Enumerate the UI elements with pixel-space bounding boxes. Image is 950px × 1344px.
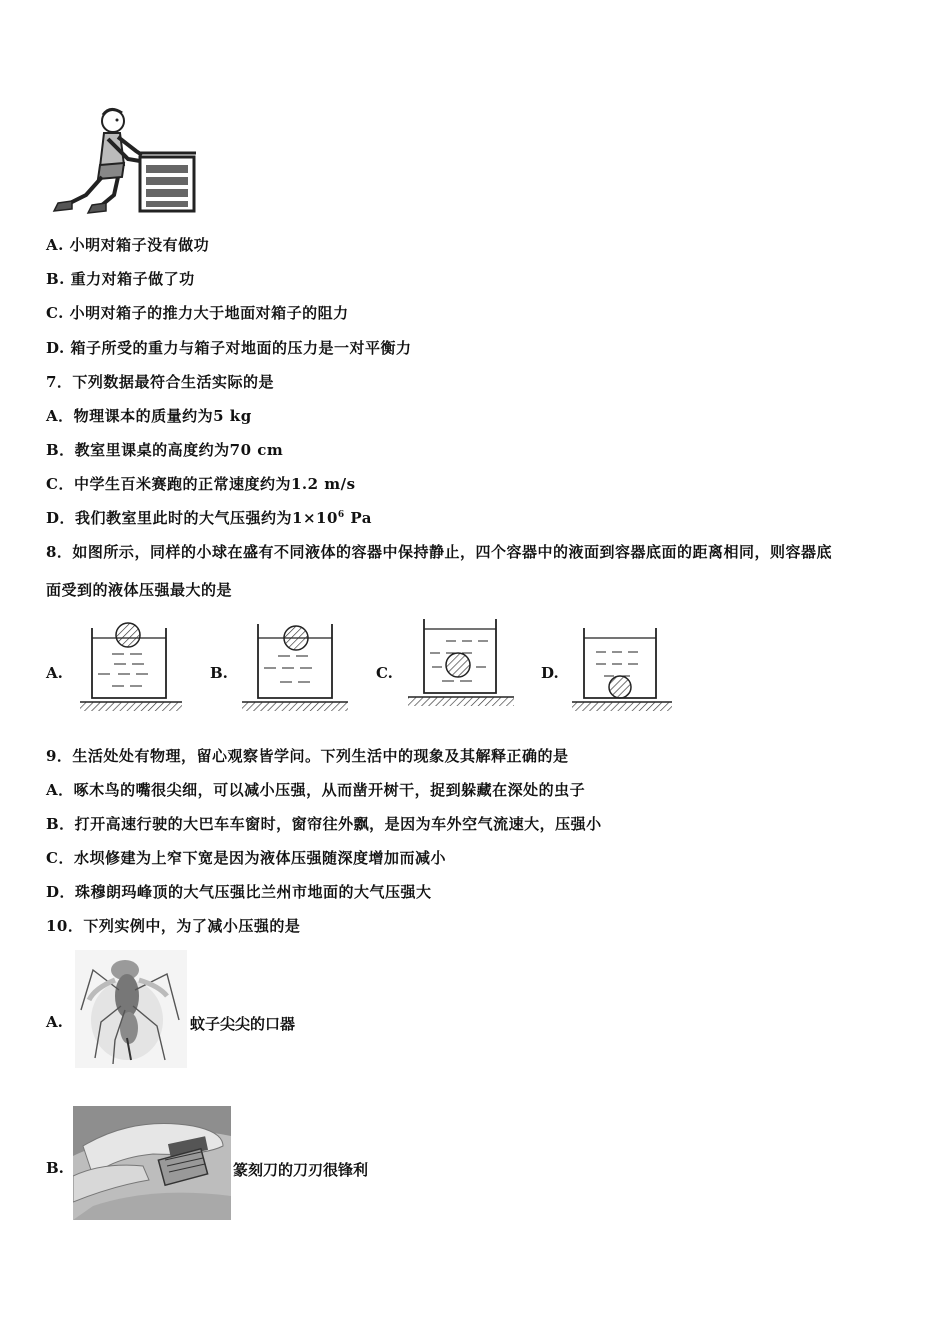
q8-label-d: D. (541, 664, 559, 682)
q9-option-a: A．啄木鸟的嘴很尖细，可以减小压强，从而凿开树干，捉到躲藏在深处的虫子 (46, 781, 586, 799)
q9-stem: 9．生活处处有物理，留心观察皆学问。下列生活中的现象及其解释正确的是 (46, 747, 569, 765)
boy-pushing-box-figure (48, 103, 198, 215)
q8-container-a (78, 618, 184, 716)
q8-label-b: B. (210, 664, 228, 682)
q6-option-a: A. 小明对箱子没有做功 (46, 236, 210, 254)
q8-container-b (240, 618, 350, 716)
q6-option-d: D. 箱子所受的重力与箱子对地面的压力是一对平衡力 (46, 339, 412, 357)
q7-stem: 7．下列数据最符合生活实际的是 (46, 373, 274, 391)
q8-stem-line1: 8．如图所示，同样的小球在盛有不同液体的容器中保持静止，四个容器中的液面到容器底面的距离相同，则容器底 (46, 543, 832, 561)
q7-option-b: B．教室里课桌的高度约为70 cm (46, 441, 284, 459)
q6-option-c: C. 小明对箱子的推力大于地面对箱子的阻力 (46, 304, 349, 322)
q10-caption-b: 篆刻刀的刀刃很锋利 (233, 1161, 369, 1179)
q8-container-d (570, 624, 674, 716)
q9-option-b: B．打开高速行驶的大巴车车窗时，窗帘往外飘，是因为车外空气流速大，压强小 (46, 815, 602, 833)
q8-label-c: C. (376, 664, 393, 682)
q6-option-b: B. 重力对箱子做了功 (46, 270, 195, 288)
q9-option-d: D．珠穆朗玛峰顶的大气压强比兰州市地面的大气压强大 (46, 883, 432, 901)
mosquito-photo (75, 950, 187, 1068)
q10-label-a: A. (46, 1013, 63, 1031)
q7-option-a: A．物理课本的质量约为5 kg (46, 407, 252, 425)
seal-carving-knife-photo (73, 1106, 231, 1220)
q8-container-c (406, 615, 516, 711)
q9-option-c: C．水坝修建为上窄下宽是因为液体压强随深度增加而减小 (46, 849, 446, 867)
q10-label-b: B. (46, 1159, 64, 1177)
q8-stem-line2: 面受到的液体压强最大的是 (46, 581, 233, 599)
q10-caption-a: 蚊子尖尖的口器 (190, 1015, 296, 1033)
q8-label-a: A. (46, 664, 63, 682)
q7-option-c: C．中学生百米赛跑的正常速度约为1.2 m/s (46, 475, 356, 493)
q7-option-d: D．我们教室里此时的大气压强约为$1\times 10^6$ Pa (46, 509, 372, 527)
q10-stem: 10．下列实例中，为了减小压强的是 (46, 917, 301, 935)
